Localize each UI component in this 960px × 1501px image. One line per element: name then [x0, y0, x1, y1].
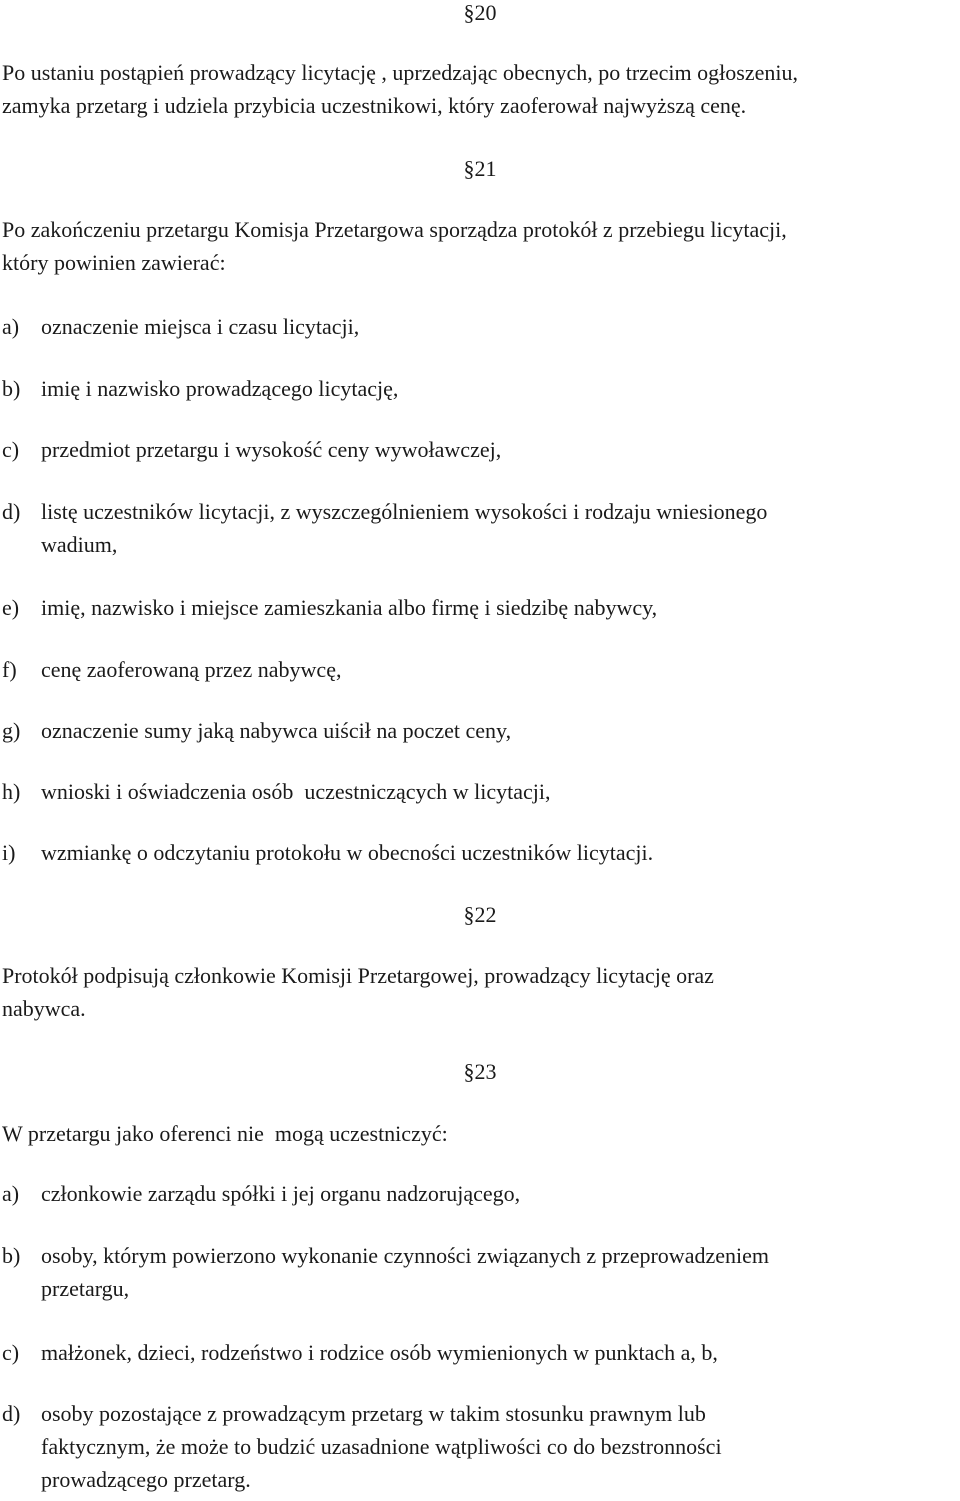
- list-item-line: wadium,: [41, 532, 118, 557]
- list-marker: d): [2, 1401, 21, 1426]
- list-item-text: wzmiankę o odczytaniu protokołu w obecności uczestników licytacji.: [41, 840, 654, 865]
- list-marker: i): [2, 840, 16, 865]
- list-item-text: oznaczenie miejsca i czasu licytacji,: [41, 314, 360, 339]
- list-item-text: imię, nazwisko i miejsce zamieszkania albo firmę i siedzibę nabywcy,: [41, 595, 658, 620]
- list-item: [2, 591, 958, 624]
- paragraph-line: Po ustaniu postąpień prowadzący licytację , uprzedzając obecnych, po trzecim ogłoszeniu,: [2, 60, 798, 85]
- paragraph-line: Protokół podpisują członkowie Komisji Przetargowej, prowadzący licytację oraz: [2, 963, 714, 988]
- list-item-text: członkowie zarządu spółki i jej organu nadzorującego,: [41, 1181, 521, 1206]
- list-item: [2, 310, 958, 343]
- section-21-intro: [2, 213, 958, 279]
- paragraph-line: nabywca.: [2, 996, 86, 1021]
- list-item: [2, 714, 958, 747]
- list-item-text: [41, 1239, 958, 1305]
- list-item-line: osoby pozostające z prowadzącym przetarg w takim stosunku prawnym lub: [41, 1401, 706, 1426]
- paragraph-line: Po zakończeniu przetargu Komisja Przetargowa sporządza protokół z przebiegu licytacji,: [2, 217, 787, 242]
- list-item-text: małżonek, dzieci, rodzeństwo i rodzice osób wymienionych w punktach a, b,: [41, 1340, 718, 1365]
- list-item-line: osoby, którym powierzono wykonanie czynności związanych z przeprowadzeniem: [41, 1243, 769, 1268]
- list-item: [2, 1397, 958, 1496]
- section-heading-22: §22: [463, 902, 497, 927]
- section-heading-21: §21: [463, 156, 497, 181]
- section-20-paragraph: [2, 56, 958, 122]
- list-item-line: listę uczestników licytacji, z wyszczególnieniem wysokości i rodzaju wniesionego: [41, 499, 768, 524]
- list-item: [2, 433, 958, 466]
- list-item-text: [41, 1397, 958, 1496]
- list-item-text: cenę zaoferowaną przez nabywcę,: [41, 657, 342, 682]
- list-item-line: prowadzącego przetarg.: [41, 1467, 251, 1492]
- list-marker: h): [2, 779, 21, 804]
- section-23-intro: W przetargu jako oferenci nie mogą uczestniczyć:: [2, 1121, 448, 1146]
- section-22-paragraph: [2, 959, 958, 1025]
- list-marker: b): [2, 1243, 21, 1268]
- list-item-line: przetargu,: [41, 1276, 130, 1301]
- list-item-line: faktycznym, że może to budzić uzasadnione wątpliwości co do bezstronności: [41, 1434, 722, 1459]
- list-marker: b): [2, 376, 21, 401]
- section-heading-20: §20: [463, 0, 497, 25]
- section-heading-23: §23: [463, 1059, 497, 1084]
- paragraph-line: który powinien zawierać:: [2, 250, 226, 275]
- list-item-text: wnioski i oświadczenia osób uczestniczących w licytacji,: [41, 779, 551, 804]
- list-marker: f): [2, 657, 17, 682]
- list-marker: c): [2, 437, 20, 462]
- list-marker: e): [2, 595, 20, 620]
- list-item: [2, 653, 958, 686]
- list-item-text: oznaczenie sumy jaką nabywca uiścił na poczet ceny,: [41, 718, 512, 743]
- list-item-text: [41, 495, 958, 561]
- list-marker: a): [2, 314, 20, 339]
- list-item: [2, 495, 958, 561]
- list-item: [2, 1239, 958, 1305]
- list-item-text: imię i nazwisko prowadzącego licytację,: [41, 376, 399, 401]
- list-item: [2, 775, 958, 808]
- list-item: [2, 836, 958, 869]
- list-item: [2, 1177, 958, 1210]
- list-marker: a): [2, 1181, 20, 1206]
- list-marker: d): [2, 499, 21, 524]
- list-marker: c): [2, 1340, 20, 1365]
- list-item-text: przedmiot przetargu i wysokość ceny wywoławczej,: [41, 437, 502, 462]
- paragraph-line: zamyka przetarg i udziela przybicia uczestnikowi, który zaoferował najwyższą cenę.: [2, 93, 747, 118]
- list-item: [2, 1336, 958, 1369]
- list-item: [2, 372, 958, 405]
- list-marker: g): [2, 718, 21, 743]
